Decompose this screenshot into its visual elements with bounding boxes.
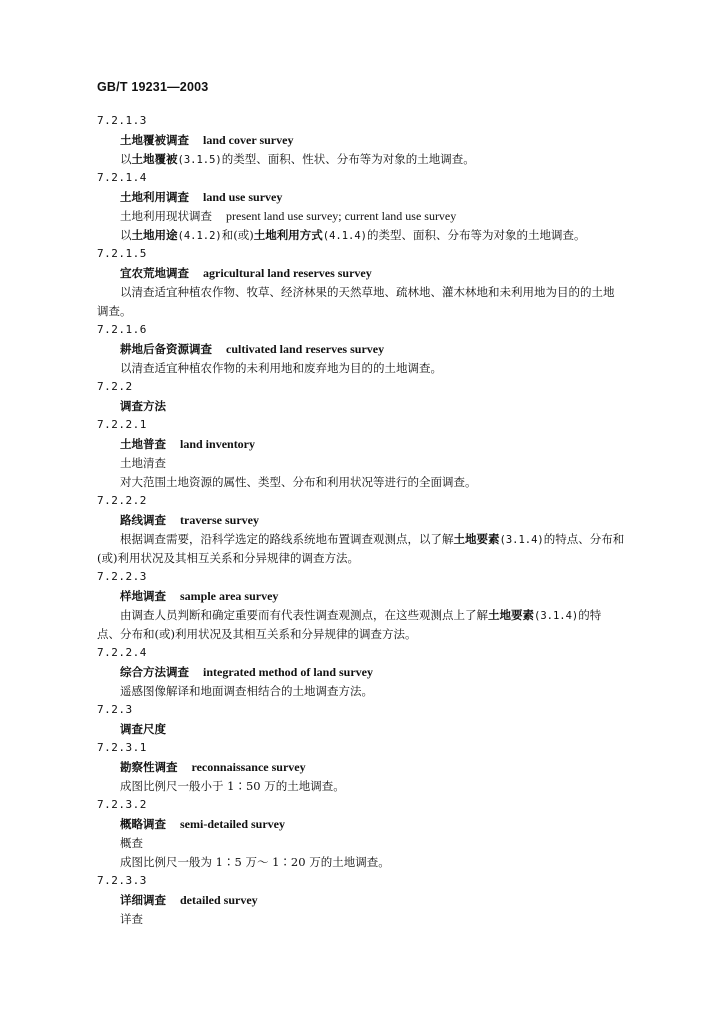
definition-text: 以 — [120, 152, 132, 166]
cross-reference-term: 土地覆被 — [131, 152, 178, 166]
definition — [120, 228, 586, 243]
definition: 对大范围土地资源的属性、类型、分布和利用状况等进行的全面调查。 — [120, 475, 477, 489]
definition: (或)利用状况及其相互关系和分异规律的调查方法。 — [97, 551, 359, 565]
term-en: sample area survey — [180, 589, 279, 603]
cross-reference-term: 土地用途 — [131, 228, 178, 242]
definition: 调查。 — [97, 304, 132, 318]
synonym: 详查 — [120, 912, 143, 926]
term-heading — [120, 817, 285, 831]
term-heading — [120, 760, 306, 774]
definition-text: 以 — [120, 228, 132, 242]
cross-reference-number: (3.1.5) — [177, 154, 222, 166]
term-heading — [120, 589, 278, 603]
term-heading — [120, 513, 259, 527]
synonym: 土地清查 — [120, 456, 166, 470]
term-en: land cover survey — [203, 133, 294, 147]
term-cn: 详细调查 — [120, 893, 166, 907]
definition: 成图比例尺一般小于 1∶50 万的土地调查。 — [120, 779, 345, 793]
definition: 点、分布和(或)利用状况及其相互关系和分异规律的调查方法。 — [97, 627, 417, 641]
definition — [120, 532, 624, 547]
section-number: 7.2.3.1 — [97, 741, 147, 754]
term-heading — [120, 437, 255, 451]
term-en: traverse survey — [180, 513, 259, 527]
term-heading — [120, 665, 373, 679]
cross-reference-number: (3.1.4) — [499, 534, 544, 546]
term-cn: 宜农荒地调查 — [120, 266, 189, 280]
section-number: 7.2.3.3 — [97, 874, 147, 887]
synonym-cn: 土地利用现状调查 — [120, 209, 212, 223]
section-number: 7.2.2.4 — [97, 646, 147, 659]
definition-text: 的类型、面积、分布等为对象的土地调查。 — [367, 228, 586, 242]
section-number: 7.2.2.2 — [97, 494, 147, 507]
term-cn: 概略调查 — [120, 817, 166, 831]
term-en: semi-detailed survey — [180, 817, 285, 831]
term-heading — [120, 190, 282, 204]
section-number: 7.2.2.3 — [97, 570, 147, 583]
term-cn: 路线调查 — [120, 513, 166, 527]
term-cn: 勘察性调查 — [120, 760, 178, 774]
term-en: agricultural land reserves survey — [203, 266, 372, 280]
cross-reference-term: 土地利用方式 — [253, 228, 323, 242]
definition-text: 的类型、面积、性状、分布等为对象的土地调查。 — [221, 152, 475, 166]
term-cn: 耕地后备资源调查 — [120, 342, 212, 356]
definition-text: 的特点、分布和 — [543, 532, 625, 546]
definition-text: 的特 — [578, 608, 602, 622]
section-number: 7.2.2.1 — [97, 418, 147, 431]
definition-text: 由调查人员判断和确定重要而有代表性调查观测点，在这些观测点上了解 — [120, 608, 488, 622]
section-number: 7.2.3 — [97, 703, 133, 716]
definition — [120, 152, 475, 167]
term-cn: 土地利用调查 — [120, 190, 189, 204]
section-title: 调查方法 — [120, 399, 166, 413]
term-heading — [120, 133, 293, 147]
term-cn: 样地调查 — [120, 589, 166, 603]
term-heading — [120, 266, 372, 280]
term-en: land inventory — [180, 437, 256, 451]
cross-reference-number: (4.1.4) — [322, 230, 368, 242]
term-cn: 土地覆被调查 — [120, 133, 189, 147]
term-cn: 土地普查 — [120, 437, 166, 451]
section-number: 7.2.1.6 — [97, 323, 147, 336]
term-en: integrated method of land survey — [203, 665, 373, 679]
term-en: cultivated land reserves survey — [226, 342, 385, 356]
term-en: land use survey — [203, 190, 283, 204]
standard-code-header: GB/T 19231—2003 — [97, 80, 209, 94]
definition-text: 根据调查需要，沿科学选定的路线系统地布置调查观测点，以了解 — [120, 532, 454, 546]
definition-text: 和(或) — [221, 228, 254, 242]
definition: 遥感图像解译和地面调查相结合的土地调查方法。 — [120, 684, 373, 698]
section-number: 7.2.1.4 — [97, 171, 147, 184]
section-number: 7.2.2 — [97, 380, 133, 393]
section-number: 7.2.1.5 — [97, 247, 147, 260]
synonym — [120, 209, 456, 223]
cross-reference-term: 土地要素 — [453, 532, 500, 546]
definition — [120, 608, 601, 623]
term-cn: 综合方法调查 — [120, 665, 189, 679]
synonym: 概查 — [120, 836, 143, 850]
synonym-en: present land use survey; current land use survey — [226, 209, 457, 223]
definition: 成图比例尺一般为 1∶5 万～ 1∶20 万的土地调查。 — [120, 855, 390, 869]
section-title: 调查尺度 — [120, 722, 166, 736]
term-heading — [120, 893, 258, 907]
cross-reference-number: (3.1.4) — [534, 610, 579, 622]
term-en: detailed survey — [180, 893, 258, 907]
definition: 以清查适宜种植农作物的未利用地和废弃地为目的的土地调查。 — [120, 361, 442, 375]
cross-reference-term: 土地要素 — [488, 608, 534, 622]
section-number: 7.2.3.2 — [97, 798, 147, 811]
term-en: reconnaissance survey — [191, 760, 306, 774]
cross-reference-number: (4.1.2) — [177, 230, 222, 242]
definition: 以清查适宜种植农作物、牧草、经济林果的天然草地、疏林地、灌木林地和未利用地为目的的土地 — [120, 285, 615, 299]
section-number: 7.2.1.3 — [97, 114, 147, 127]
term-heading — [120, 342, 384, 356]
